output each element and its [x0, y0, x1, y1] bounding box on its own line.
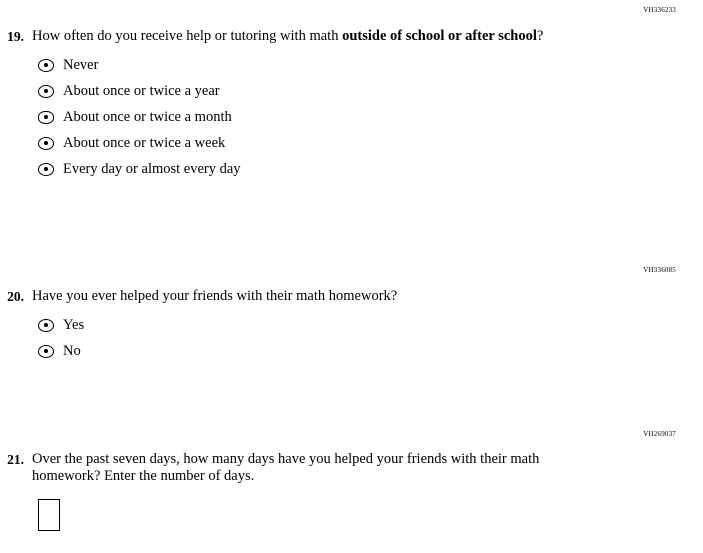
numeric-answer-input[interactable]	[38, 499, 60, 531]
radio-bubble-icon[interactable]	[38, 59, 54, 72]
radio-bubble-icon[interactable]	[38, 137, 54, 150]
option-row[interactable]	[38, 104, 703, 130]
radio-bubble-icon[interactable]	[38, 163, 54, 176]
question-text-20	[32, 288, 397, 305]
question-row-21	[0, 451, 703, 485]
question-text-plain-20: Have you ever helped your friends with their math homework?	[32, 288, 398, 304]
question-text-plain-21: Over the past seven days, how many days have you helped your friends with their math homework? Enter the number of days.	[32, 451, 540, 484]
question-number-19: 19.	[7, 29, 24, 44]
radio-bubble-icon[interactable]	[38, 319, 54, 332]
option-row[interactable]	[38, 130, 703, 156]
option-row[interactable]	[38, 338, 703, 364]
option-label: Yes	[63, 317, 85, 333]
option-row[interactable]	[38, 78, 703, 104]
question-text-tail-19: ?	[536, 28, 544, 44]
question-block-20	[0, 288, 703, 364]
option-label: Never	[63, 57, 99, 73]
option-label: About once or twice a week	[63, 135, 226, 151]
option-label: Every day or almost every day	[63, 161, 241, 177]
option-row[interactable]	[38, 156, 703, 182]
option-label: About once or twice a month	[63, 109, 232, 125]
question-number-21: 21.	[7, 452, 24, 467]
option-row[interactable]	[38, 312, 703, 338]
question-row-20	[0, 288, 703, 305]
question-text-bold-19: outside of school or after school	[342, 28, 537, 44]
radio-bubble-icon[interactable]	[38, 345, 54, 358]
question-block-19	[0, 28, 703, 182]
radio-bubble-icon[interactable]	[38, 85, 54, 98]
item-code-20: VH336085	[643, 266, 676, 274]
options-list-19	[38, 52, 703, 182]
question-text-plain-19: How often do you receive help or tutoring with math	[32, 28, 343, 44]
option-label: About once or twice a year	[63, 83, 220, 99]
item-code-21: VH269037	[643, 430, 676, 438]
question-row-19	[0, 28, 703, 45]
radio-bubble-icon[interactable]	[38, 111, 54, 124]
question-text-19	[32, 28, 543, 45]
option-row[interactable]	[38, 52, 703, 78]
question-number-20: 20.	[7, 289, 24, 304]
question-text-21	[32, 451, 577, 485]
options-list-20	[38, 312, 703, 364]
option-label: No	[63, 343, 81, 359]
item-code-19: VH336233	[643, 6, 676, 14]
question-block-21	[0, 451, 703, 531]
